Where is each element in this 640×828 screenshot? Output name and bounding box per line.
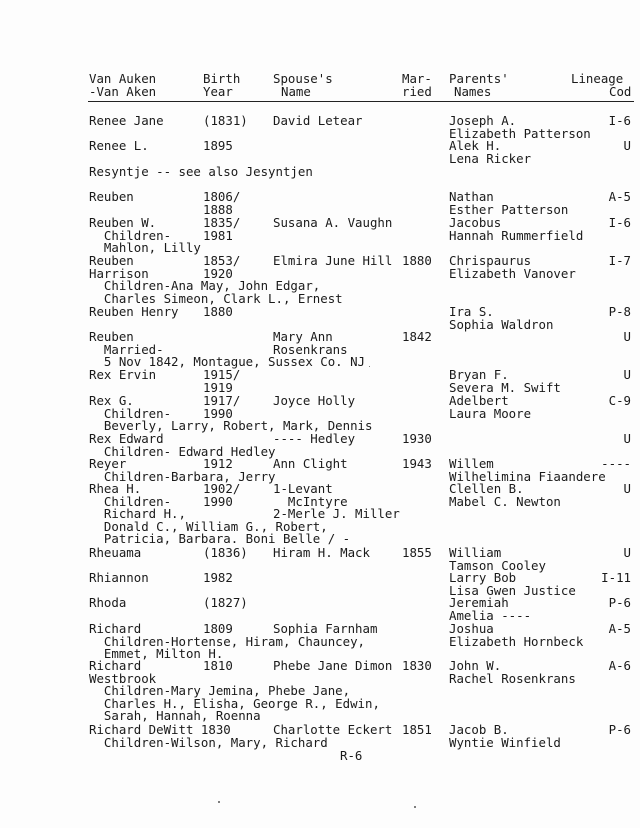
entry-lineage-code: I-6 xyxy=(608,215,631,230)
entry-name: Donald C., William G., Robert, xyxy=(89,518,328,534)
entry-birth-year: 1853/ xyxy=(203,253,241,268)
entry-parents-names: Nathan xyxy=(449,189,494,204)
entry-parents-names: Lena Ricker xyxy=(449,150,532,166)
entry-name: Children-Barbara, Jerry xyxy=(89,468,276,484)
header-code-line1: Lineage xyxy=(571,71,624,86)
entry-name: Westbrook xyxy=(89,670,157,686)
entry-lineage-code: P-8 xyxy=(608,304,631,319)
entry-married-year: 1851 xyxy=(402,722,432,737)
entry-name: Reuben W. xyxy=(89,215,157,230)
entry-parents-names: Clellen B. xyxy=(449,481,524,496)
entry-spouse-name: Susana A. Vaughn xyxy=(273,215,393,230)
entry-spouse-name: Hiram H. Mack xyxy=(273,545,370,560)
entry-parents-names: Hannah Rummerfield xyxy=(449,227,584,243)
entry-parents-names: Alek H. xyxy=(449,138,502,153)
entry-birth-year: 1806/ xyxy=(203,189,241,204)
entry-birth-year: 1919 xyxy=(203,379,233,395)
entry-spouse-name: 1-Levant xyxy=(273,481,333,496)
entry-lineage-code: A-6 xyxy=(608,658,631,673)
entry-name: Richard xyxy=(89,658,142,673)
header-name-line2: -Van Aken xyxy=(89,84,157,99)
entry-spouse-name: David Letear xyxy=(273,113,363,128)
entry-lineage-code: U xyxy=(623,481,631,496)
entry-lineage-code: A-5 xyxy=(608,621,631,636)
entry-name: Reyer xyxy=(89,456,127,471)
entry-name: Children-Hortense, Hiram, Chauncey, xyxy=(89,633,366,649)
entry-lineage-code: U xyxy=(623,329,631,344)
entry-name: Beverly, Larry, Robert, Mark, Dennis xyxy=(89,418,373,434)
header-birth-line1: Birth xyxy=(203,71,241,86)
entry-parents-names: William xyxy=(449,545,502,560)
entry-parents-names: Jacob B. xyxy=(449,722,509,737)
entry-spouse-name: Ann Clight xyxy=(273,456,348,471)
entry-birth-year: (1831) xyxy=(203,113,248,128)
entry-parents-names: Mabel C. Newton xyxy=(449,493,561,509)
entry-lineage-code: ---- xyxy=(601,456,631,471)
entry-birth-year: 1981 xyxy=(203,227,233,243)
entry-birth-year: 1990 xyxy=(203,493,233,509)
header-parents-line1: Parents' xyxy=(449,71,509,86)
entry-name: Rex G. xyxy=(89,393,134,408)
entry-name: Reuben xyxy=(89,329,134,344)
entry-spouse-name: ---- Hedley xyxy=(273,431,356,446)
entry-birth-year: 1902/ xyxy=(203,481,241,496)
entry-lineage-code: P-6 xyxy=(608,722,631,737)
entry-parents-names: Jeremiah xyxy=(449,595,509,610)
entry-parents-names: Jacobus xyxy=(449,215,502,230)
entry-name: Rhoda xyxy=(89,595,127,610)
entry-name: Rex Edward xyxy=(89,431,164,446)
entry-birth-year: 1895 xyxy=(203,138,233,153)
entry-lineage-code: U xyxy=(623,138,631,153)
entry-spouse-name: 2-Merle J. Miller xyxy=(273,506,400,522)
entry-married-year: 1930 xyxy=(402,431,432,446)
entry-lineage-code: I-7 xyxy=(608,253,631,268)
entry-name: Children-Wilson, Mary, Richard xyxy=(89,734,328,750)
header-parents-line2: Names xyxy=(454,84,492,99)
entry-birth-year: 1835/ xyxy=(203,215,241,230)
entry-name: Children- xyxy=(89,493,172,509)
entry-name: Children- Edward Hedley xyxy=(89,443,276,459)
entry-parents-names: Esther Patterson xyxy=(449,201,569,217)
entry-name: Reuben Henry xyxy=(89,304,179,319)
entry-name: Harrison xyxy=(89,265,149,281)
entry-birth-year: (1827) xyxy=(203,595,248,610)
entry-parents-names: Joshua xyxy=(449,621,494,636)
scan-speck xyxy=(218,801,220,803)
entry-spouse-name: Elmira June Hill xyxy=(273,253,393,268)
entry-lineage-code: I-6 xyxy=(608,113,631,128)
entry-parents-names: Willem xyxy=(449,456,494,471)
entry-spouse-name: Charlotte Eckert xyxy=(273,722,393,737)
entry-birth-year: 1880 xyxy=(203,304,233,319)
entry-name: Children-Ana May, John Edgar, xyxy=(89,278,321,294)
header-married-line2: ried xyxy=(402,84,432,99)
entry-birth-year: (1836) xyxy=(203,545,248,560)
entry-parents-names: Wilhelimina Fiaandere xyxy=(449,468,606,484)
header-spouse-line1: Spouse's xyxy=(273,71,333,86)
page-number: R-6 xyxy=(340,748,363,763)
entry-name: Rhiannon xyxy=(89,570,149,585)
entry-parents-names: Elizabeth Vanover xyxy=(449,265,576,281)
entry-birth-year: 1912 xyxy=(203,456,233,471)
entry-parents-names: Adelbert xyxy=(449,393,509,408)
entry-name: Married- xyxy=(89,341,164,357)
entry-birth-year: 1917/ xyxy=(203,393,241,408)
scan-speck xyxy=(414,806,416,808)
entry-name: Children-Mary Jemina, Phebe Jane, xyxy=(89,683,351,699)
entry-spouse-name: Joyce Holly xyxy=(273,393,356,408)
entry-name: Emmet, Milton H. xyxy=(89,646,224,662)
entry-spouse-name: McIntyre xyxy=(273,493,348,509)
entry-parents-names: John W. xyxy=(449,658,502,673)
entry-birth-year: 1990 xyxy=(203,405,233,421)
header-spouse-line2: Name xyxy=(281,84,311,99)
entry-parents-names: Severa M. Swift xyxy=(449,379,561,395)
entry-name: Mahlon, Lilly xyxy=(89,240,201,256)
entry-birth-year: 1920 xyxy=(203,265,233,281)
header-name-line1: Van Auken xyxy=(89,71,157,86)
entry-parents-names: Amelia ---- xyxy=(449,607,532,623)
entry-name: Rex Ervin xyxy=(89,367,157,382)
header-married-line1: Mar- xyxy=(402,71,432,86)
entry-spouse-name: Mary Ann xyxy=(273,329,333,344)
entry-name: Reuben xyxy=(89,253,134,268)
entry-married-year: 1943 xyxy=(402,456,432,471)
entry-lineage-code: U xyxy=(623,431,631,446)
entry-parents-names: Elizabeth Hornbeck xyxy=(449,633,584,649)
entry-name: Charles H., Elisha, George R., Edwin, xyxy=(89,695,380,711)
entry-name: Rhea H. xyxy=(89,481,142,496)
entry-name: Richard H., xyxy=(89,506,186,522)
entry-birth-year: 1809 xyxy=(203,621,233,636)
entry-lineage-code: U xyxy=(623,367,631,382)
entry-lineage-code: U xyxy=(623,545,631,560)
header-birth-line2: Year xyxy=(203,84,233,99)
entry-parents-names: Lisa Gwen Justice xyxy=(449,582,576,598)
entry-parents-names: Chrispaurus xyxy=(449,253,532,268)
header-code-line2: Cod xyxy=(609,84,632,99)
entry-married-year: 1830 xyxy=(402,658,432,673)
entry-parents-names: Tamson Cooley xyxy=(449,557,546,573)
entry-lineage-code: C-9 xyxy=(608,393,631,408)
entry-birth-year: 1888 xyxy=(203,201,233,217)
entry-parents-names: Elizabeth Patterson xyxy=(449,125,591,141)
entry-name: Children- xyxy=(89,405,172,421)
entry-name: Charles Simeon, Clark L., Ernest xyxy=(89,290,343,306)
entry-parents-names: Ira S. xyxy=(449,304,494,319)
entry-spouse-name: Rosenkrans xyxy=(273,341,348,357)
entry-spouse-name: Phebe Jane Dimon xyxy=(273,658,393,673)
entry-name: Renee L. xyxy=(89,138,149,153)
entry-name: Rheuama xyxy=(89,545,142,560)
header-rule xyxy=(88,101,634,102)
entry-name: 5 Nov 1842, Montague, Sussex Co. NJ xyxy=(89,354,366,370)
entry-lineage-code: P-6 xyxy=(608,595,631,610)
entry-name: Richard DeWitt 1830 xyxy=(89,722,231,737)
entry-birth-year: 1915/ xyxy=(203,367,241,382)
entry-name: Resyntje -- see also Jesyntjen xyxy=(89,164,313,179)
entry-name: Sarah, Hannah, Roenna xyxy=(89,708,261,724)
entry-birth-year: 1810 xyxy=(203,658,233,673)
entry-name: Patricia, Barbara. Boni Belle / - xyxy=(89,531,351,547)
entry-name: Richard xyxy=(89,621,142,636)
entry-married-year: 1855 xyxy=(402,545,432,560)
entry-married-year: 1880 xyxy=(402,253,432,268)
entry-parents-names: Bryan F. xyxy=(449,367,509,382)
entry-lineage-code: I-11 xyxy=(601,570,631,585)
entry-parents-names: Sophia Waldron xyxy=(449,316,554,332)
entry-lineage-code: A-5 xyxy=(608,189,631,204)
entry-parents-names: Laura Moore xyxy=(449,405,532,421)
entry-name: Renee Jane xyxy=(89,113,164,128)
entry-name: Reuben xyxy=(89,189,134,204)
entry-spouse-name: Sophia Farnham xyxy=(273,621,378,636)
entry-parents-names: Wyntie Winfield xyxy=(449,734,561,750)
entry-name: Children- xyxy=(89,227,172,243)
scan-speck xyxy=(369,366,370,367)
entry-parents-names: Larry Bob xyxy=(449,570,517,585)
entry-parents-names: Rachel Rosenkrans xyxy=(449,670,576,686)
entry-parents-names: Joseph A. xyxy=(449,113,517,128)
entry-birth-year: 1982 xyxy=(203,570,233,585)
entry-married-year: 1842 xyxy=(402,329,432,344)
